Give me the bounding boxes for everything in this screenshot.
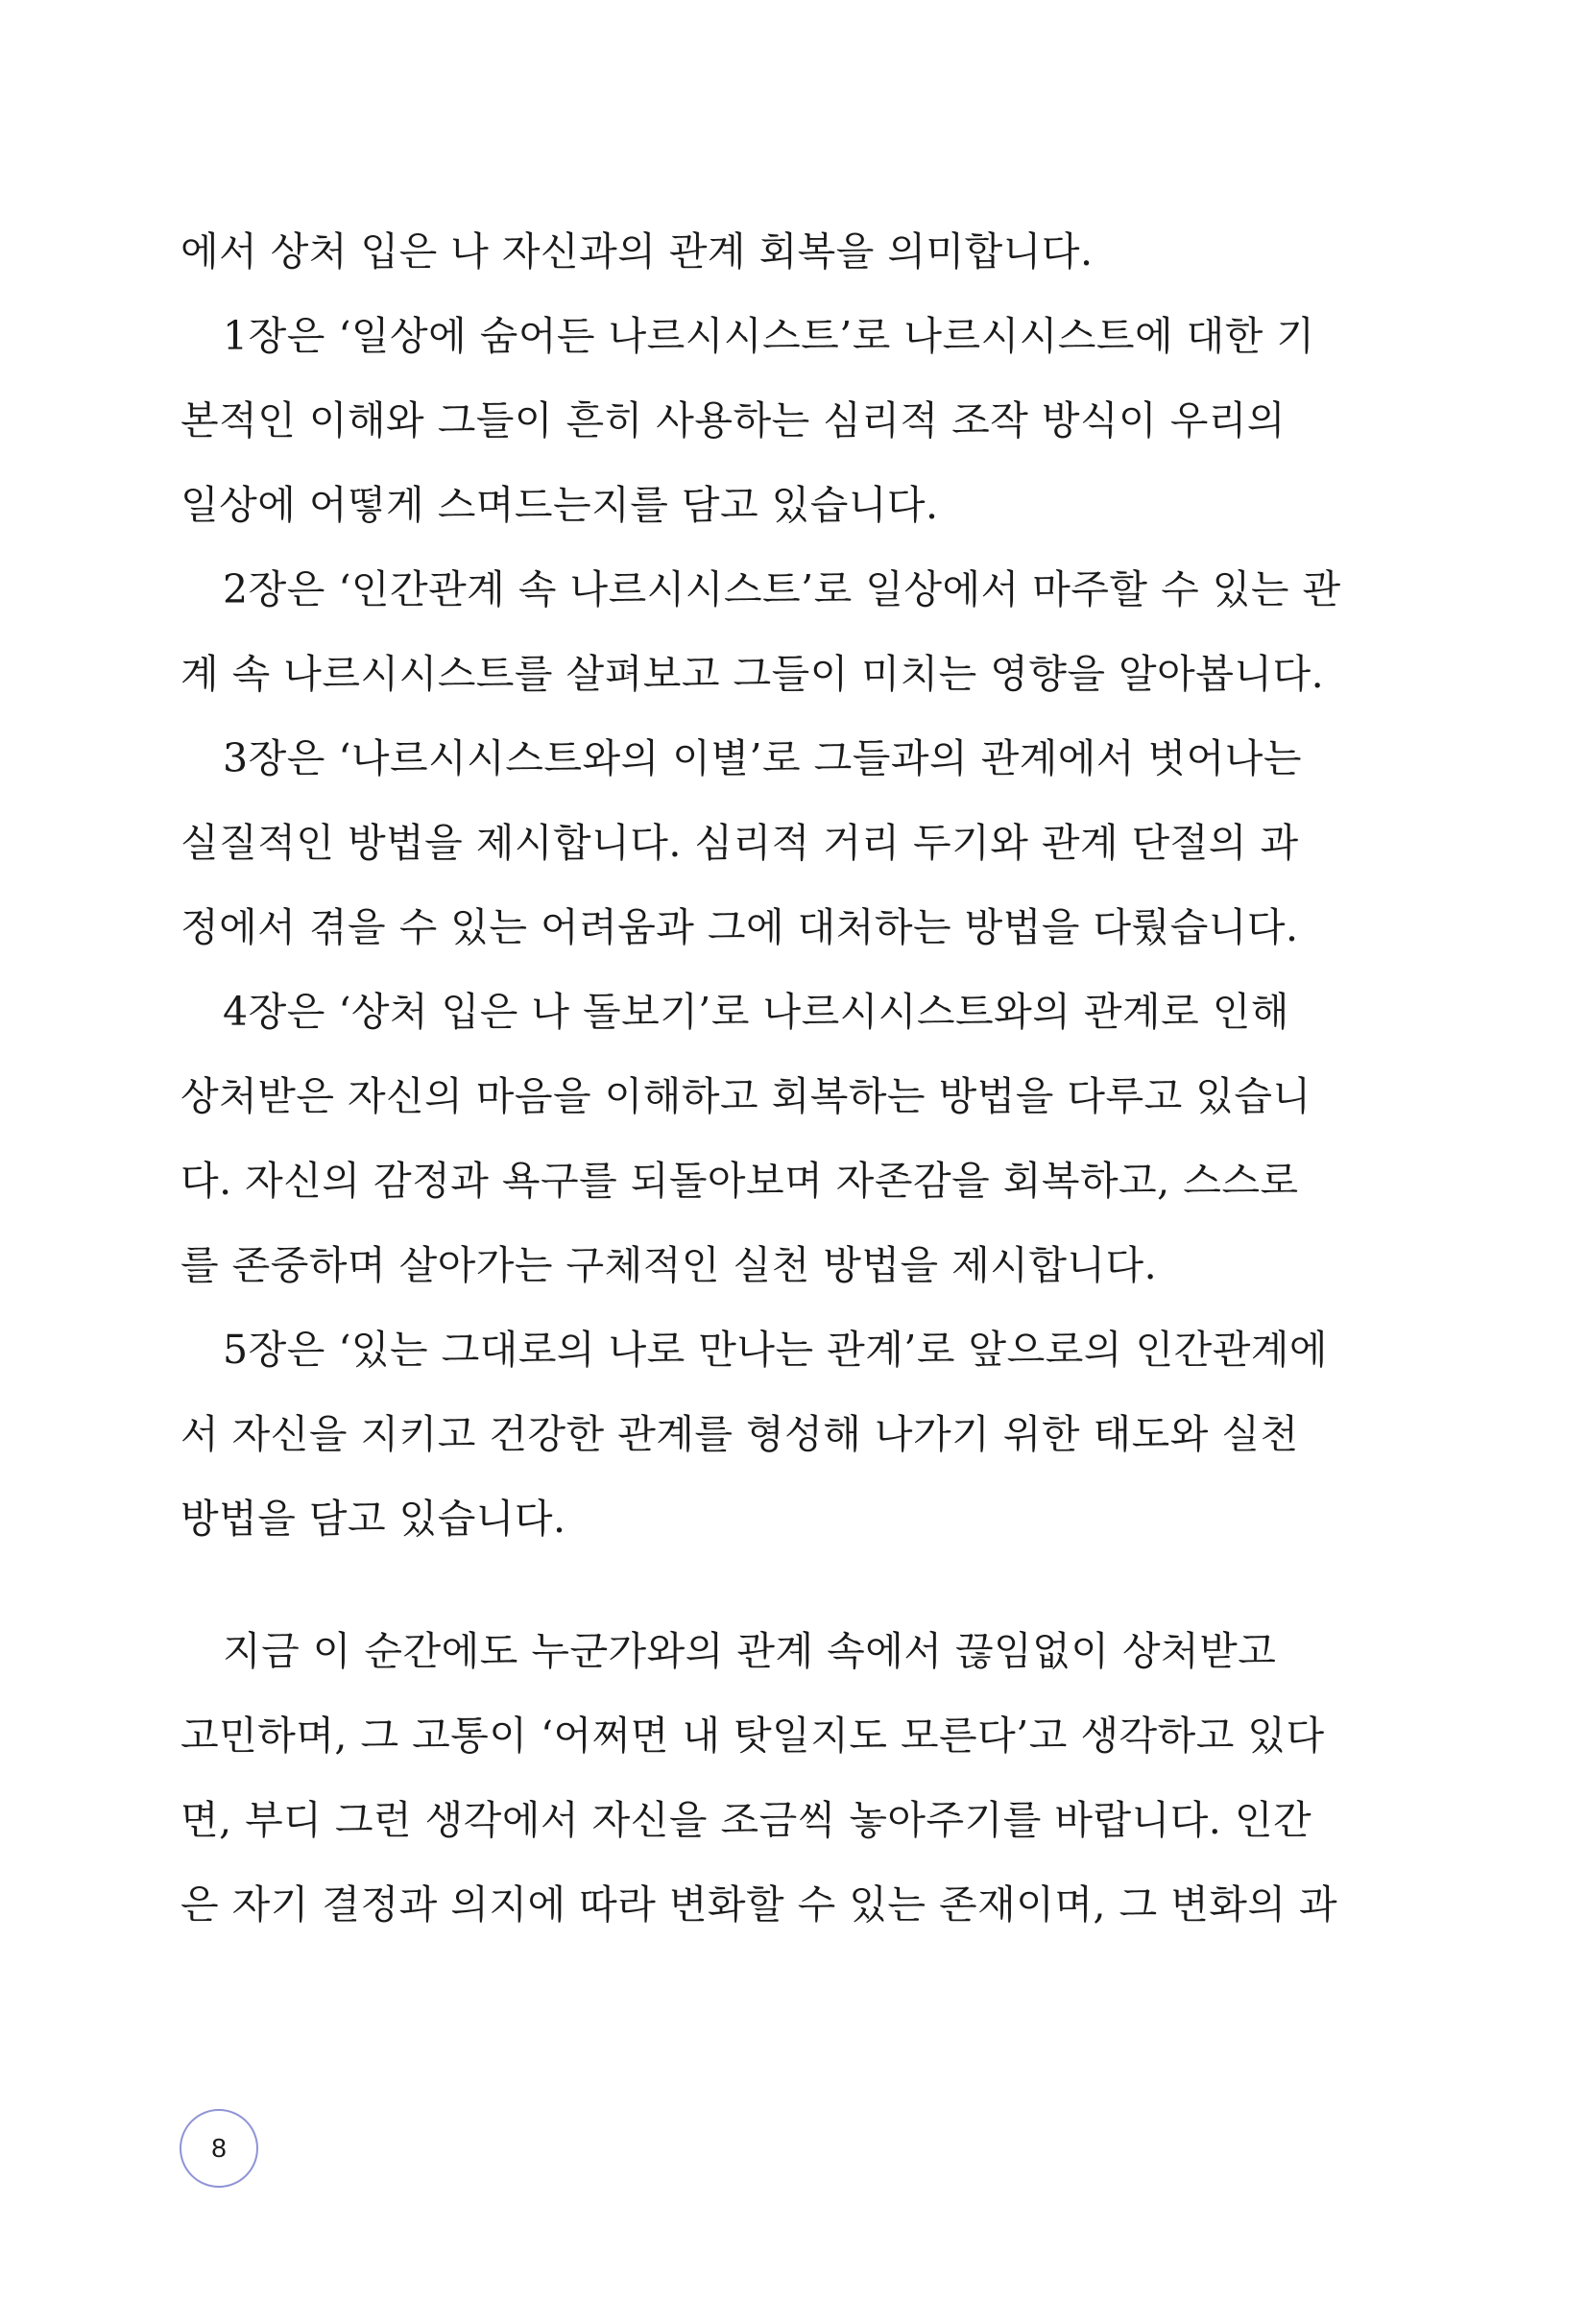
text-line: 를 존중하며 살아가는 구체적인 실천 방법을 제시합니다. [180, 1242, 1158, 1288]
text-line: 실질적인 방법을 제시합니다. 심리적 거리 두기와 관계 단절의 과 [180, 820, 1299, 866]
text-line: 5장은 ‘있는 그대로의 나로 만나는 관계’로 앞으로의 인간관계에 [223, 1327, 1329, 1373]
text-line: 4장은 ‘상처 입은 나 돌보기’로 나르시시스트와의 관계로 인해 [223, 989, 1289, 1035]
text-line: 에서 상처 입은 나 자신과의 관계 회복을 의미합니다. [180, 228, 1094, 275]
text-line: 계 속 나르시시스트를 살펴보고 그들이 미치는 영향을 알아봅니다. [180, 651, 1325, 697]
text-line: 상처받은 자신의 마음을 이해하고 회복하는 방법을 다루고 있습니 [180, 1073, 1311, 1119]
text-line: 1장은 ‘일상에 숨어든 나르시시스트’로 나르시시스트에 대한 기 [223, 313, 1315, 359]
text-line: 고민하며, 그 고통이 ‘어쩌면 내 탓일지도 모른다’고 생각하고 있다 [180, 1713, 1325, 1759]
text-line: 방법을 담고 있습니다. [180, 1496, 566, 1542]
page-number: 8 [211, 2133, 227, 2163]
text-line: 서 자신을 지키고 건강한 관계를 형성해 나가기 위한 태도와 실천 [180, 1411, 1299, 1457]
text-line: 2장은 ‘인간관계 속 나르시시스트’로 일상에서 마주할 수 있는 관 [223, 566, 1341, 612]
text-line: 정에서 겪을 수 있는 어려움과 그에 대처하는 방법을 다뤘습니다. [180, 904, 1299, 950]
text-line: 다. 자신의 감정과 욕구를 되돌아보며 자존감을 회복하고, 스스로 [180, 1158, 1299, 1204]
text-line: 면, 부디 그런 생각에서 자신을 조금씩 놓아주기를 바랍니다. 인간 [180, 1797, 1312, 1843]
text-line: 3장은 ‘나르시시스트와의 이별’로 그들과의 관계에서 벗어나는 [223, 735, 1302, 781]
text-line: 은 자기 결정과 의지에 따라 변화할 수 있는 존재이며, 그 변화의 과 [180, 1881, 1338, 1928]
closing-paragraph-text [180, 1609, 1338, 1947]
page-number-badge [180, 2109, 258, 2188]
text-line: 지금 이 순간에도 누군가와의 관계 속에서 끊임없이 상처받고 [223, 1628, 1277, 1674]
text-line: 본적인 이해와 그들이 흔히 사용하는 심리적 조작 방식이 우리의 [180, 397, 1287, 443]
chapter-overview-text [180, 209, 1341, 1561]
text-line: 일상에 어떻게 스며드는지를 담고 있습니다. [180, 482, 939, 528]
